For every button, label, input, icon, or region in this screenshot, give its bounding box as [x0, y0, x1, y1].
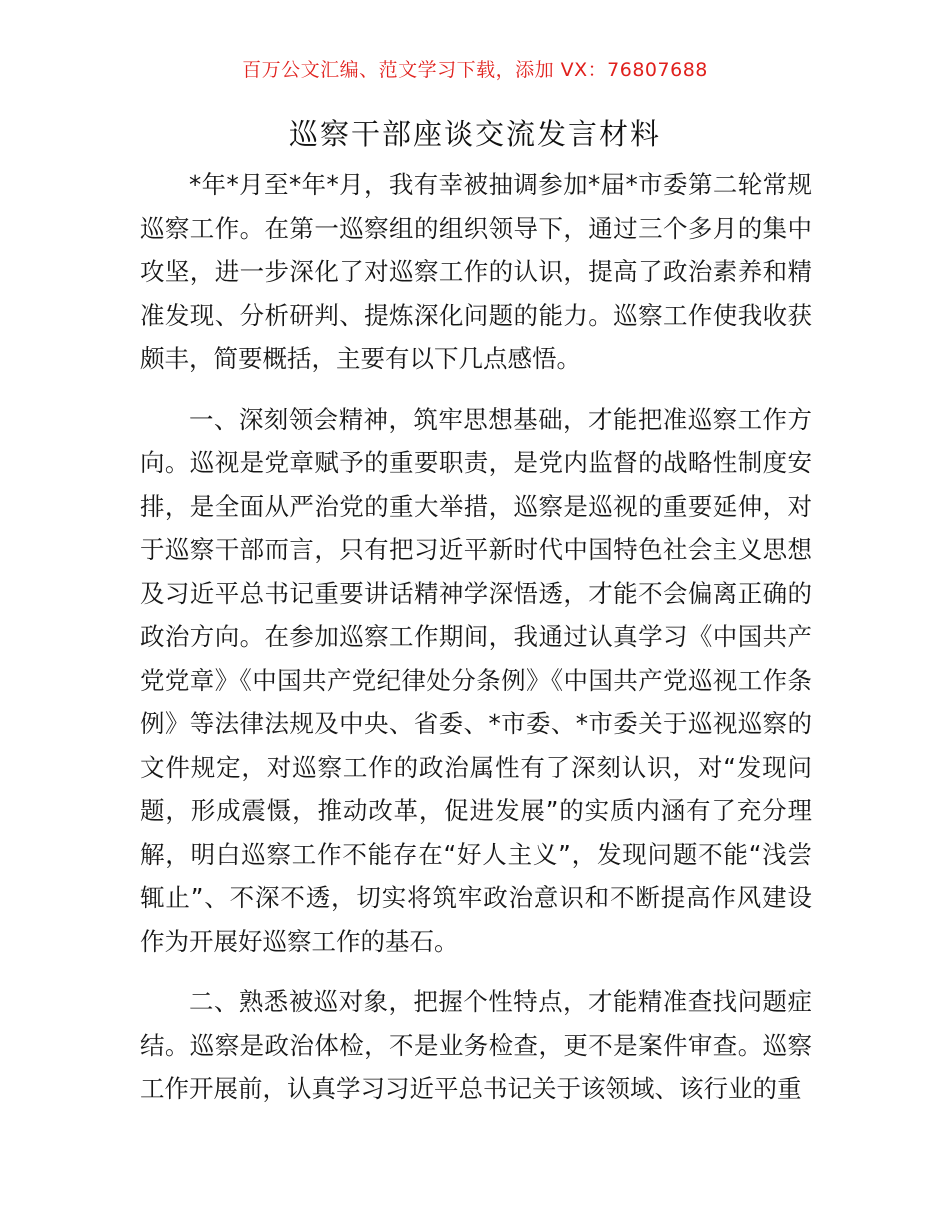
paragraph-section-two: 二、熟悉被巡对象，把握个性特点，才能精准查找问题症结。巡察是政治体检，不是业务检查，更不是案件审查。巡察工作开展前，认真学习习近平总书记关于该领域、该行业的重: [140, 987, 812, 1103]
document-body: [140, 163, 812, 1128]
paragraph-intro: *年*月至*年*月，我有幸被抽调参加*届*市委第二轮常规巡察工作。在第一巡察组的组织领导下，通过三个多月的集中攻坚，进一步深化了对巡察工作的认识，提高了政治素养和精准发现、分析研判、提炼深化问题的能力。巡察工作使我收获颇丰，简要概括，主要有以下几点感悟。: [140, 170, 812, 373]
document-title: 巡察干部座谈交流发言材料: [288, 117, 661, 151]
paragraph-section-one: 一、深刻领会精神，筑牢思想基础，才能把准巡察工作方向。巡视是党章赋予的重要职责，是党内监督的战略性制度安排，是全面从严治党的重大举措，巡察是巡视的重要延伸，对于巡察干部而言，只有把习近平新时代中国特色社会主义思想及习近平总书记重要讲话精神学深悟透，才能不会偏离正确的政治方向。在参加巡察工作期间，我通过认真学习《中国共产党党章》《中国共产党纪律处分条例》《中国共产党巡视工作条例》等法律法规及中央、省委、*市委、*市委关于巡视巡察的文件规定，对巡察工作的政治属性有了深刻认识，对“发现问题，形成震慑，推动改革，促进发展”的实质内涵有了充分理解，明白巡察工作不能存在“好人主义”，发现问题不能“浅尝辄止”、不深不透，切实将筑牢政治意识和不断提高作风建设作为开展好巡察工作的基石。: [140, 404, 812, 956]
download-notice: 百万公文汇编、范文学习下载，添加 VX：76807688: [242, 59, 708, 81]
